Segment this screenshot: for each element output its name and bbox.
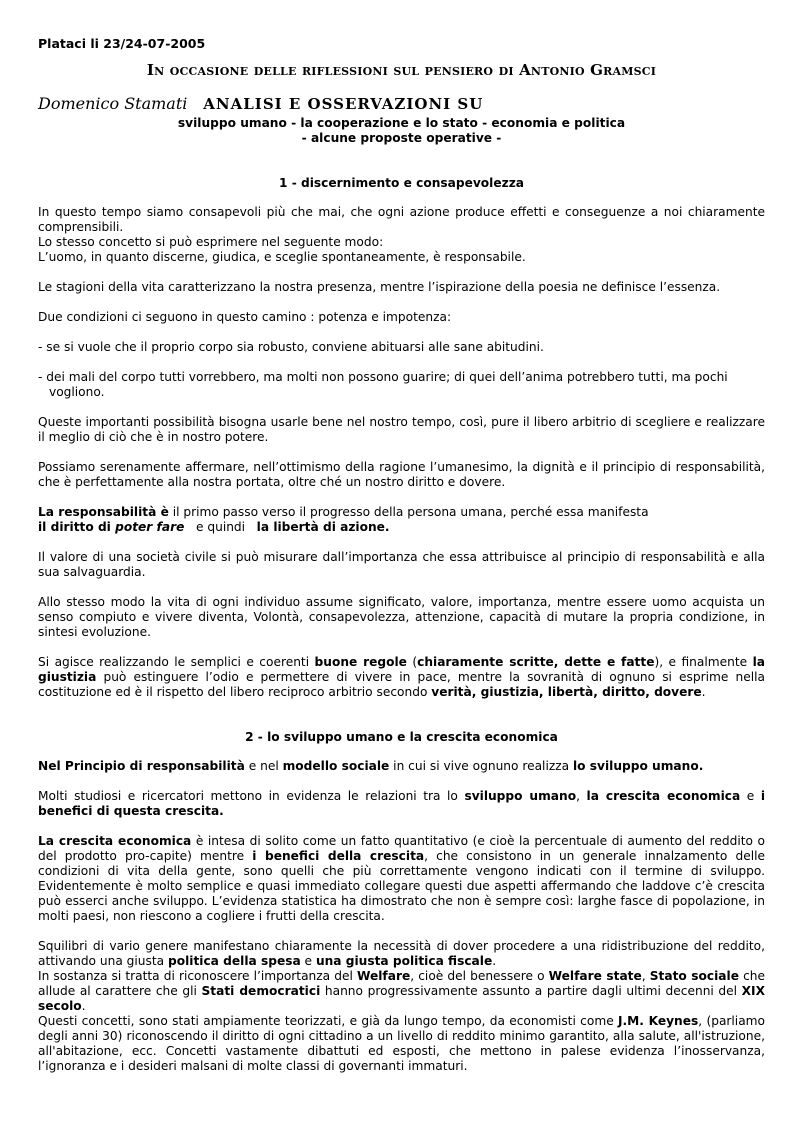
section-1-heading: 1 - discernimento e consapevolezza (278, 176, 525, 190)
bold-text: La responsabilità è (38, 505, 169, 519)
text: , cioè del benessere o (410, 969, 549, 983)
paragraph (38, 969, 765, 1014)
paragraph: - dei mali del corpo tutti vorrebbero, ma molti non possono guarire; di quei dell’anima potrebbero tutti, ma pochi (38, 370, 728, 384)
paragraph: Queste importanti possibilità bisogna usarle bene nel nostro tempo, così, pure il libero arbitrio di scegliere e realizzare il meglio di ciò che è in nostro potere. (38, 415, 765, 444)
text: e (300, 954, 316, 968)
bold-text: politica della spesa (168, 954, 301, 968)
analysis-title: ANALISI E OSSERVAZIONI SU (203, 95, 484, 113)
paragraph: Il valore di una società civile si può misurare dall’importanza che essa attribuisce al principio di responsabilità e alla sua salvaguardia. (38, 550, 765, 579)
bold-text: il diritto di (38, 520, 116, 534)
bold-text: la crescita economica (586, 789, 741, 803)
paragraph (38, 939, 765, 969)
paragraph: vogliono. (49, 385, 105, 399)
bold-text: Nel Principio di responsabilità (38, 759, 245, 773)
text: . (701, 685, 706, 699)
text: , che consistono in un generale innalzamento delle condizioni di vita della gente, sono quelli che più correttamente vengono indicati con il termine di sviluppo. Evidentemente è molto semplice e quasi immediato collegare questi due aspetti affermando che laddove c’è crescita può esserci anche sviluppo. L’evidenza statistica ha dimostrato che non è sempre così: larghe fasce di popolazione, in molti paesi, non riescono a cogliere i frutti della crescita. (38, 849, 765, 923)
bold-text: La crescita economica (38, 834, 192, 848)
section-2-heading: 2 - lo sviluppo umano e la crescita economica (245, 730, 558, 744)
text: ), e finalmente (654, 655, 753, 669)
text: , (576, 789, 587, 803)
document-page (38, 36, 765, 1074)
bold-text: chiaramente scritte, dette e fatte (417, 655, 655, 669)
text: Squilibri di vario genere manifestano chiaramente la necessità di dover procedere a una ridistribuzione del reddito, attivando una giusta (38, 939, 765, 968)
paragraph (38, 1014, 765, 1074)
text: Questi concetti, sono stati ampiamente teorizzati, e già da lungo tempo, da economisti come (38, 1014, 619, 1028)
text: e (740, 789, 761, 803)
bold-text: Welfare state (548, 969, 642, 983)
bold-text: J.M. Keynes (618, 1014, 699, 1028)
bold-text: sviluppo umano (464, 789, 577, 803)
text: e nel (244, 759, 283, 773)
bold-text: Stato sociale (649, 969, 739, 983)
paragraph: Allo stesso modo la vita di ogni individuo assume significato, valore, importanza, mentre essere uomo acquista un senso compiuto e vivere diventa, Volontà, consapevolezza, attenzione, capacità di mutare la propria condizione, in sintesi evoluzione. (38, 595, 765, 639)
paragraph: L’uomo, in quanto discerne, giudica, e sceglie spontaneamente, è responsabile. (38, 250, 526, 264)
text: . (81, 999, 86, 1013)
bold-text: lo sviluppo umano. (572, 759, 704, 773)
text: Molti studiosi e ricercatori mettono in evidenza le relazioni tra lo (38, 789, 465, 803)
text: il primo passo verso il progresso della persona umana, perché essa manifesta (168, 505, 649, 519)
text: , (parliamo degli anni 30) riconoscendo il diritto di ogni cittadino a un livello di reddito minimo garantito, alla salute, all'istruzione, all'abitazione, ecc. Concetti vastamente dibattuti ed esposti, che mettono in palese evidenza l’inosservanza, l’ignoranza e i desideri malsani di molte classi di governanti immaturi. (38, 1014, 765, 1073)
text: e quindi (184, 520, 257, 534)
subtitle-topics: sviluppo umano - la cooperazione e lo stato - economia e politica (177, 116, 626, 130)
text: in cui si vive ognuno realizza (389, 759, 573, 773)
bold-text: i benefici di questa crescita. (38, 789, 766, 818)
text: In sostanza si tratta di riconoscere l’importanza del (38, 969, 357, 983)
place-date: Plataci li 23/24-07-2005 (38, 36, 206, 51)
bold-text: i benefici della crescita (252, 849, 425, 863)
bold-text: Stati democratici (201, 984, 321, 998)
paragraph: Possiamo serenamente affermare, nell’ottimismo della ragione l’umanesimo, la dignità e il principio di responsabilità, che è perfettamente alla nostra portata, oltre ché un nostro diritto e dovere. (38, 460, 765, 489)
text: . (492, 954, 497, 968)
text: che allude al carattere che gli (38, 969, 765, 998)
text: ( (406, 655, 418, 669)
paragraph: Lo stesso concetto si può esprimere nel seguente modo: (38, 235, 384, 249)
bold-text: verità, giustizia, libertà, diritto, dovere (431, 685, 702, 699)
paragraph (38, 834, 765, 924)
bold-text: buone regole (314, 655, 407, 669)
text: Si agisce realizzando le semplici e coerenti (38, 655, 315, 669)
bold-text: una giusta politica fiscale (315, 954, 493, 968)
paragraph: - se si vuole che il proprio corpo sia robusto, conviene abituarsi alle sane abitudini. (38, 340, 544, 354)
bold-text: modello sociale (282, 759, 390, 773)
text: , (641, 969, 650, 983)
text: hanno progressivamente assunto a partire dagli ultimi decenni del (320, 984, 742, 998)
bold-text: la giustizia (38, 655, 765, 684)
author-line (38, 93, 765, 116)
subtitle-proposals: - alcune proposte operative - (301, 131, 502, 145)
paragraph (38, 505, 765, 535)
bold-text: Welfare (356, 969, 411, 983)
text: può estinguere l’odio e permettere di vivere in pace, mentre la sovranità di ognuno si esprime nella costituzione ed è il rispetto del libero reciproco arbitrio secondo (38, 670, 765, 699)
document-title: In occasione delle riflessioni sul pensiero di Antonio Gramsci (146, 61, 657, 79)
paragraph (38, 655, 765, 700)
author-name: Domenico Stamati (38, 94, 188, 113)
paragraph (38, 789, 765, 819)
paragraph: Le stagioni della vita caratterizzano la nostra presenza, mentre l’ispirazione della poesia ne definisce l’essenza. (38, 280, 721, 294)
paragraph: Due condizioni ci seguono in questo camino : potenza e impotenza: (38, 310, 452, 324)
text: è intesa di solito come un fatto quantitativo (e cioè la percentuale di aumento del reddito o del prodotto pro-capite) mentre (38, 834, 766, 863)
paragraph (38, 759, 765, 774)
bold-text: XIX secolo (38, 984, 765, 1013)
paragraph: In questo tempo siamo consapevoli più che mai, che ogni azione produce effetti e conseguenze a noi chiaramente comprensibili. (38, 205, 765, 234)
bold-text: la libertà di azione. (256, 520, 390, 534)
bold-italic-text: poter fare (115, 520, 185, 534)
